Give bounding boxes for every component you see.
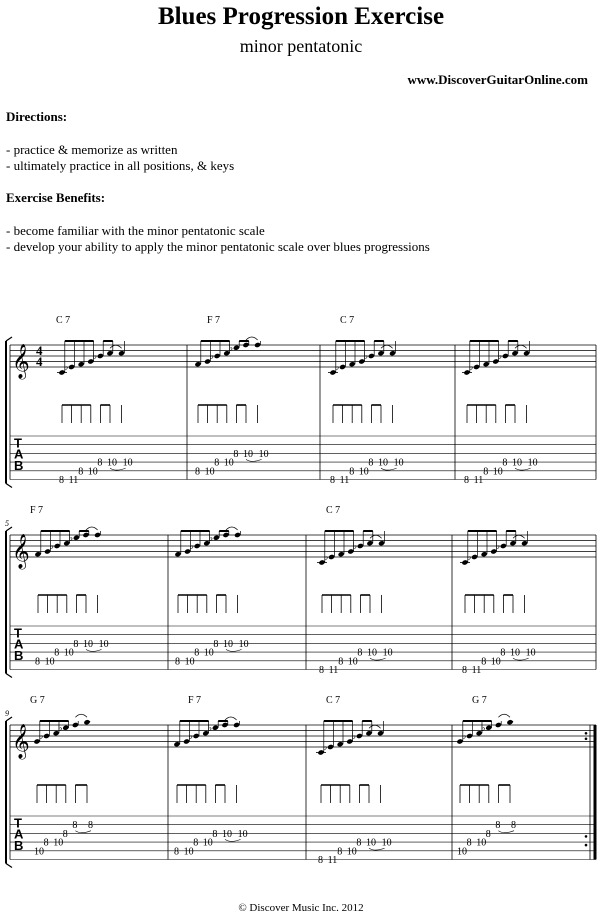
website-link[interactable]: www.DiscoverGuitarOnline.com	[407, 72, 588, 87]
tab-fret-number: 10	[83, 638, 93, 650]
bracket-hook	[6, 674, 12, 678]
bracket-hook	[6, 864, 12, 868]
tab-fret-number: 8	[195, 466, 200, 478]
tie	[369, 725, 381, 728]
tab-clef-letter: T	[14, 815, 22, 831]
tab-fret-number: 10	[222, 828, 232, 840]
flat-icon: ♭	[209, 351, 214, 362]
tab-fret-number: 8	[481, 656, 487, 668]
tab-fret-number: 8	[368, 457, 374, 469]
flat-icon: ♭	[497, 351, 503, 362]
tab-fret-number: 10	[98, 638, 109, 650]
flat-icon: ♭	[461, 731, 467, 742]
flat-icon: ♭	[323, 552, 329, 563]
tie	[246, 337, 258, 340]
tab-fret-number: 10	[490, 656, 501, 668]
tab-fret-number: 10	[527, 457, 538, 469]
tab-fret-number: 8	[356, 837, 362, 849]
tab-fret-number: 8	[88, 820, 93, 832]
chord-symbol: F 7	[188, 695, 202, 706]
tie	[86, 527, 98, 530]
benefits-item: - become familiar with the minor pentatonic scale	[6, 223, 265, 238]
flat-icon: ♭	[495, 541, 501, 552]
tab-fret-number: 8	[330, 475, 335, 486]
tie	[381, 345, 393, 348]
tab-fret-number: 8	[485, 828, 491, 840]
chord-symbol: C 7	[326, 505, 341, 516]
tie	[370, 535, 382, 538]
flat-icon: ♭	[189, 541, 194, 552]
tab-fret-number: 8	[212, 828, 218, 840]
tab-clef-letter: A	[14, 826, 24, 842]
tab-fret-number: 10	[381, 837, 392, 849]
tab-fret-number: 8	[511, 820, 516, 832]
flat-icon: ♭	[188, 731, 193, 742]
tab-fret-number: 8	[338, 656, 344, 668]
tab-fret-number: 8	[73, 638, 79, 650]
tab-fret-number: 10	[202, 837, 213, 849]
bracket-hook	[6, 337, 12, 341]
flat-icon: ♭	[351, 731, 357, 742]
directions-item: - practice & memorize as written	[6, 142, 178, 157]
tab-fret-number: 10	[367, 647, 377, 659]
tab-fret-number: 8	[214, 457, 220, 469]
tab-fret-number: 10	[223, 638, 233, 650]
tab-fret-number: 8	[464, 475, 469, 486]
chord-symbol: G 7	[30, 695, 45, 706]
tab-fret-number: 8	[175, 656, 180, 668]
tab-fret-number: 10	[237, 828, 248, 840]
tab-clef-letter: A	[14, 446, 24, 462]
flat-icon: ♭	[363, 351, 369, 362]
tab-fret-number: 8	[72, 820, 78, 832]
repeat-dot	[585, 835, 588, 838]
measure-number: 9	[5, 709, 9, 718]
tie	[513, 535, 525, 538]
tab-fret-number: 8	[349, 466, 355, 478]
tab-fret-number: 8	[213, 638, 219, 650]
tab-fret-number: 10	[204, 466, 215, 478]
tab-fret-number: 10	[243, 448, 253, 460]
tab-fret-number: 10	[258, 448, 269, 460]
treble-clef-icon: 𝄞	[12, 724, 30, 759]
tab-fret-number: 10	[184, 656, 195, 668]
flat-icon: ♭	[480, 722, 486, 734]
tab-fret-number: 10	[393, 457, 404, 469]
tab-fret-number: 8	[62, 828, 68, 840]
tab-fret-number: 10	[382, 647, 393, 659]
repeat-dot	[585, 737, 588, 740]
tie	[225, 717, 237, 720]
flat-icon: ♭	[466, 552, 472, 563]
tab-fret-number: 10	[238, 638, 249, 650]
tab-clef-letter: T	[14, 625, 22, 641]
benefits-item: - develop your ability to apply the minor pentatonic scale over blues progressions	[6, 239, 430, 254]
tab-fret-number: 8	[97, 457, 103, 469]
tab-fret-number: 10	[63, 647, 74, 659]
chord-symbol: C 7	[56, 315, 71, 326]
flat-icon: ♭	[92, 351, 98, 362]
tab-fret-number: 8	[194, 647, 200, 659]
chord-symbol: F 7	[207, 315, 221, 326]
tab-fret-number: 8	[78, 466, 84, 478]
tab-fret-number: 8	[337, 846, 343, 858]
flat-icon: ♭	[207, 722, 213, 734]
tab-fret-number: 8	[43, 837, 49, 849]
tab-clef-letter: B	[14, 837, 24, 853]
tab-fret-number: 10	[122, 457, 133, 469]
tab-fret-number: 10	[87, 466, 98, 478]
tab-fret-number: 10	[510, 647, 520, 659]
tab-fret-number: 8	[357, 647, 363, 659]
tab-fret-number: 8	[193, 837, 199, 849]
system-3	[6, 714, 596, 867]
tab-fret-number: 8	[500, 647, 506, 659]
flat-icon: ♭	[322, 742, 328, 753]
flat-icon: ♭	[38, 731, 44, 742]
tab-fret-number: 8	[233, 448, 239, 460]
tab-fret-number: 10	[223, 457, 234, 469]
tab-fret-number: 8	[35, 656, 40, 668]
flat-icon: ♭	[208, 532, 214, 544]
tab-fret-number: 10	[358, 466, 369, 478]
repeat-dot	[585, 732, 588, 735]
time-signature-bottom: 4	[36, 354, 43, 369]
flat-icon: ♭	[334, 362, 340, 373]
chord-symbol: G 7	[472, 695, 487, 706]
tab-fret-number: 10	[525, 647, 536, 659]
tab-fret-number: 10	[347, 656, 358, 668]
tab-fret-number: 10	[34, 846, 44, 858]
tab-fret-number: 8	[495, 820, 501, 832]
tab-fret-number: 10	[512, 457, 522, 469]
tab-fret-number: 10	[378, 457, 388, 469]
flat-icon: ♭	[57, 722, 63, 734]
tab-fret-number: 8	[318, 855, 323, 866]
tie	[226, 527, 238, 530]
tab-fret-number: 10	[107, 457, 117, 469]
tab-fret-number: 8	[174, 846, 179, 858]
system-2	[6, 527, 596, 678]
tab-fret-number: 8	[54, 647, 60, 659]
tab-fret-number: 10	[183, 846, 194, 858]
directions-heading: Directions:	[6, 109, 68, 124]
tab-fret-number: 10	[366, 837, 376, 849]
flat-icon: ♭	[63, 362, 69, 373]
tab-fret-number: 8	[483, 466, 489, 478]
chord-symbol: F 7	[30, 505, 44, 516]
bracket-hook	[6, 484, 12, 488]
tab-fret-number: 11	[68, 475, 79, 486]
tab-fret-number: 8	[59, 475, 64, 486]
flat-icon: ♭	[228, 342, 234, 354]
tab-fret-number: 10	[346, 846, 357, 858]
flat-icon: ♭	[49, 541, 54, 552]
tab-fret-number: 10	[457, 846, 467, 858]
benefits-heading: Exercise Benefits:	[6, 190, 106, 205]
treble-clef-icon: 𝄞	[12, 344, 30, 379]
tab-fret-number: 10	[476, 837, 487, 849]
page-title: Blues Progression Exercise	[157, 3, 445, 30]
tab-fret-number: 11	[339, 475, 350, 486]
time-signature-top: 4	[36, 343, 43, 358]
tab-fret-number: 11	[328, 665, 339, 676]
tab-fret-number: 10	[53, 837, 64, 849]
measure-number: 5	[5, 519, 9, 528]
chord-symbol: C 7	[340, 315, 355, 326]
tab-fret-number: 11	[471, 665, 482, 676]
tab-clef-letter: T	[14, 435, 22, 451]
directions-item: - ultimately practice in all positions, & keys	[6, 158, 235, 173]
tie	[75, 714, 87, 717]
tab-fret-number: 8	[466, 837, 472, 849]
tie	[110, 345, 122, 348]
chord-symbol: C 7	[326, 695, 341, 706]
copyright: © Discover Music Inc. 2012	[238, 902, 364, 914]
tab-fret-number: 10	[44, 656, 55, 668]
page-subtitle: minor pentatonic	[239, 36, 363, 56]
treble-clef-icon: 𝄞	[12, 534, 30, 569]
tab-fret-number: 10	[203, 647, 214, 659]
tab-clef-letter: A	[14, 636, 24, 652]
tab-fret-number: 8	[502, 457, 508, 469]
tab-clef-letter: B	[14, 647, 24, 663]
tie	[515, 345, 527, 348]
flat-icon: ♭	[352, 541, 358, 552]
flat-icon: ♭	[468, 362, 474, 373]
tie	[498, 714, 510, 717]
flat-icon: ♭	[68, 532, 74, 544]
tab-clef-letter: B	[14, 457, 24, 473]
tab-fret-number: 8	[462, 665, 467, 676]
tab-fret-number: 11	[327, 855, 338, 866]
repeat-dot	[585, 844, 588, 847]
tab-fret-number: 8	[319, 665, 324, 676]
tab-fret-number: 11	[473, 475, 484, 486]
tab-fret-number: 10	[492, 466, 503, 478]
